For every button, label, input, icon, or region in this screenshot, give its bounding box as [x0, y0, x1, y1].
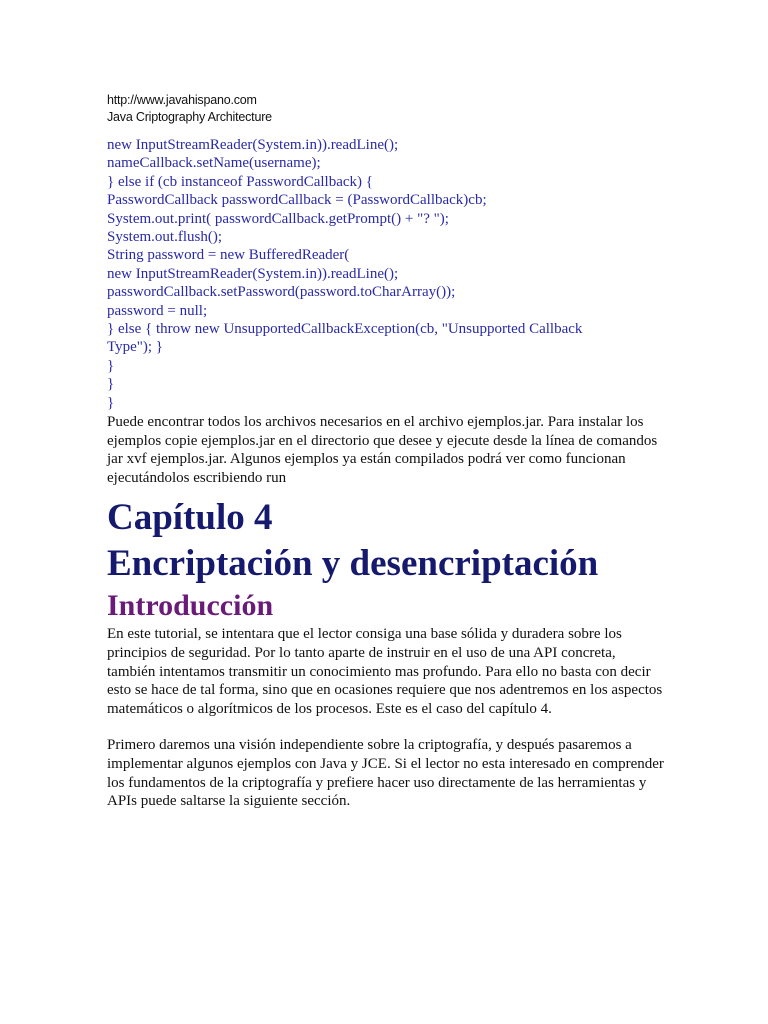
code-line: } — [107, 394, 115, 411]
intro-paragraph-2: Primero daremos una visión independiente sobre la criptografía, y después pasaremos a implementar algunos ejemplos con Java y JCE. Si el lector no esta interesado en comprender los fundamentos de la criptografía y prefiere hacer uso directamente de las herramientas y APIs puede saltarse la siguiente sección. — [107, 737, 664, 810]
code-line: } — [107, 357, 115, 374]
code-line: password = null; — [107, 302, 208, 319]
code-line: String password = new BufferedReader( — [107, 247, 350, 264]
page-header — [107, 92, 667, 126]
intro-paragraph-1: En este tutorial, se intentara que el lector consiga una base sólida y duradera sobre los principios de seguridad. Por lo tanto aparte de instruir en el uso de una API concreta, también intentamos transmitir un conocimiento mas profundo. Para ello no basta con decir esto se hace de tal forma, sino que en ocasiones requiere que nos adentremos en los aspectos matemáticos o algorítmicos de los procesos. Este es el caso del capítulo 4. — [107, 626, 663, 717]
code-line: PasswordCallback passwordCallback = (PasswordCallback)cb; — [107, 192, 487, 209]
code-line: } else { throw new UnsupportedCallbackException(cb, "Unsupported Callback — [107, 321, 583, 338]
code-line: Type"); } — [107, 339, 164, 356]
code-line: new InputStreamReader(System.in)).readLine(); — [107, 137, 399, 153]
code-block — [107, 136, 667, 412]
code-line: new InputStreamReader(System.in)).readLine(); — [107, 265, 399, 282]
paragraph-archivos: Puede encontrar todos los archivos necesarios en el archivo ejemplos.jar. Para instalar los ejemplos copie ejemplos.jar en el directorio que desee y ejecute desde la línea de comandos jar xvf ejemplos.jar. Algunos ejemplos ya están compilados podrá ver como funcionan ejecutándolos escribiendo run — [107, 414, 658, 486]
section-title: Introducción — [107, 589, 274, 623]
code-line: } — [107, 376, 115, 393]
chapter-number: Capítulo 4 — [107, 497, 273, 539]
code-line: nameCallback.setName(username); — [107, 155, 321, 172]
header-subtitle: Java Criptography Architecture — [107, 110, 272, 124]
chapter-title: Encriptación y desencriptación — [107, 543, 599, 585]
code-line: passwordCallback.setPassword(password.toCharArray()); — [107, 284, 456, 301]
document-page — [107, 92, 667, 811]
code-line: System.out.flush(); — [107, 229, 222, 246]
code-line: } else if (cb instanceof PasswordCallback) { — [107, 173, 373, 190]
code-line: System.out.print( passwordCallback.getPrompt() + "? "); — [107, 210, 449, 227]
header-url: http://www.javahispano.com — [107, 93, 257, 107]
